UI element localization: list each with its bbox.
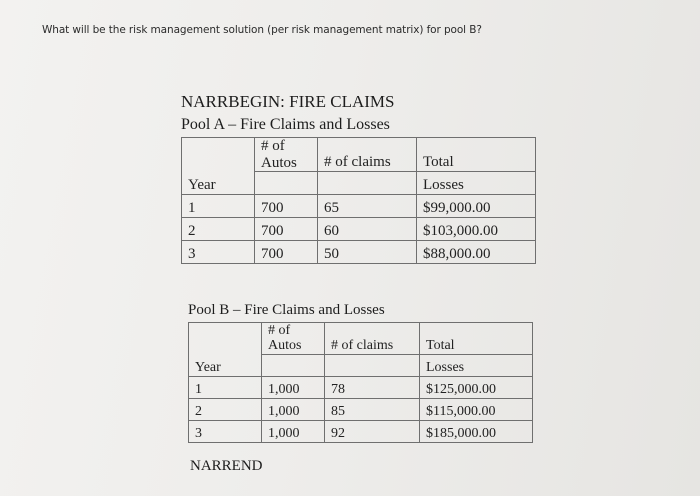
pool-b-row-2 <box>189 398 533 420</box>
pool-a-row-1 <box>182 195 536 218</box>
pool-a-header-autos <box>255 138 318 172</box>
pool-b-row-2-losses: $115,000.00 <box>420 398 533 420</box>
pool-b-row-1 <box>189 376 533 398</box>
pool-b-header-autos-line2: Autos <box>268 338 302 354</box>
pool-a-row-2-claims: 60 <box>318 218 417 241</box>
pool-a-row-2 <box>182 218 536 241</box>
narrative-end-marker: NARREND <box>190 458 263 474</box>
pool-a-row-1-losses: $99,000.00 <box>417 195 536 218</box>
pool-b-header-year: Year <box>189 354 262 376</box>
pool-a-header-claims-blank <box>318 172 417 195</box>
pool-b-row-3-year: 3 <box>189 420 262 442</box>
pool-b-table <box>188 322 533 443</box>
pool-b-header-autos-line1: # of <box>268 323 291 338</box>
pool-a-header-row <box>182 138 536 172</box>
pool-a-row-3-year: 3 <box>182 241 255 264</box>
pool-b-row-3-autos: 1,000 <box>262 420 325 442</box>
pool-b-row-1-year: 1 <box>189 376 262 398</box>
pool-a-header-losses-line2: Losses <box>417 172 536 195</box>
pool-a-header-autos-line1: # of <box>261 138 285 154</box>
pool-a-row-3 <box>182 241 536 264</box>
pool-a-row-3-claims: 50 <box>318 241 417 264</box>
pool-a-header-autos-blank <box>255 172 318 195</box>
pool-b-row-1-losses: $125,000.00 <box>420 376 533 398</box>
pool-a-header-losses: Total <box>417 138 536 172</box>
pool-a-header-autos-line2: Autos <box>261 154 297 171</box>
pool-b-row-1-autos: 1,000 <box>262 376 325 398</box>
pool-b-row-2-autos: 1,000 <box>262 398 325 420</box>
pool-a-header-year-blank <box>182 138 255 172</box>
pool-a-header-claims: # of claims <box>318 138 417 172</box>
pool-a-row-2-autos: 700 <box>255 218 318 241</box>
pool-a-row-3-autos: 700 <box>255 241 318 264</box>
pool-b-row-2-claims: 85 <box>325 398 420 420</box>
pool-b-row-1-claims: 78 <box>325 376 420 398</box>
pool-a-title: Pool A – Fire Claims and Losses <box>181 116 390 133</box>
pool-b-header-claims: # of claims <box>325 323 420 355</box>
question-text: What will be the risk management solution (per risk management matrix) for pool B? <box>42 24 482 36</box>
pool-a-row-3-losses: $88,000.00 <box>417 241 536 264</box>
pool-a-header-year: Year <box>182 172 255 195</box>
pool-a-row-1-autos: 700 <box>255 195 318 218</box>
pool-b-header-year-blank <box>189 323 262 355</box>
pool-a-table <box>181 137 536 264</box>
pool-b-header-losses-line2: Losses <box>420 354 533 376</box>
pool-b-header-row-2 <box>189 354 533 376</box>
pool-b-title: Pool B – Fire Claims and Losses <box>188 302 385 318</box>
pool-a-row-2-losses: $103,000.00 <box>417 218 536 241</box>
pool-b-row-3-losses: $185,000.00 <box>420 420 533 442</box>
pool-b-row-3 <box>189 420 533 442</box>
pool-a-row-1-year: 1 <box>182 195 255 218</box>
pool-a-row-2-year: 2 <box>182 218 255 241</box>
pool-b-row-2-year: 2 <box>189 398 262 420</box>
pool-b-header-autos-blank <box>262 354 325 376</box>
pool-b-row-3-claims: 92 <box>325 420 420 442</box>
pool-b-header-claims-blank <box>325 354 420 376</box>
narrative-begin-heading: NARRBEGIN: FIRE CLAIMS <box>181 92 395 111</box>
pool-b-header-losses: Total <box>420 323 533 355</box>
pool-b-header-autos <box>262 323 325 355</box>
pool-b-header-row <box>189 323 533 355</box>
pool-a-row-1-claims: 65 <box>318 195 417 218</box>
pool-a-header-row-2 <box>182 172 536 195</box>
